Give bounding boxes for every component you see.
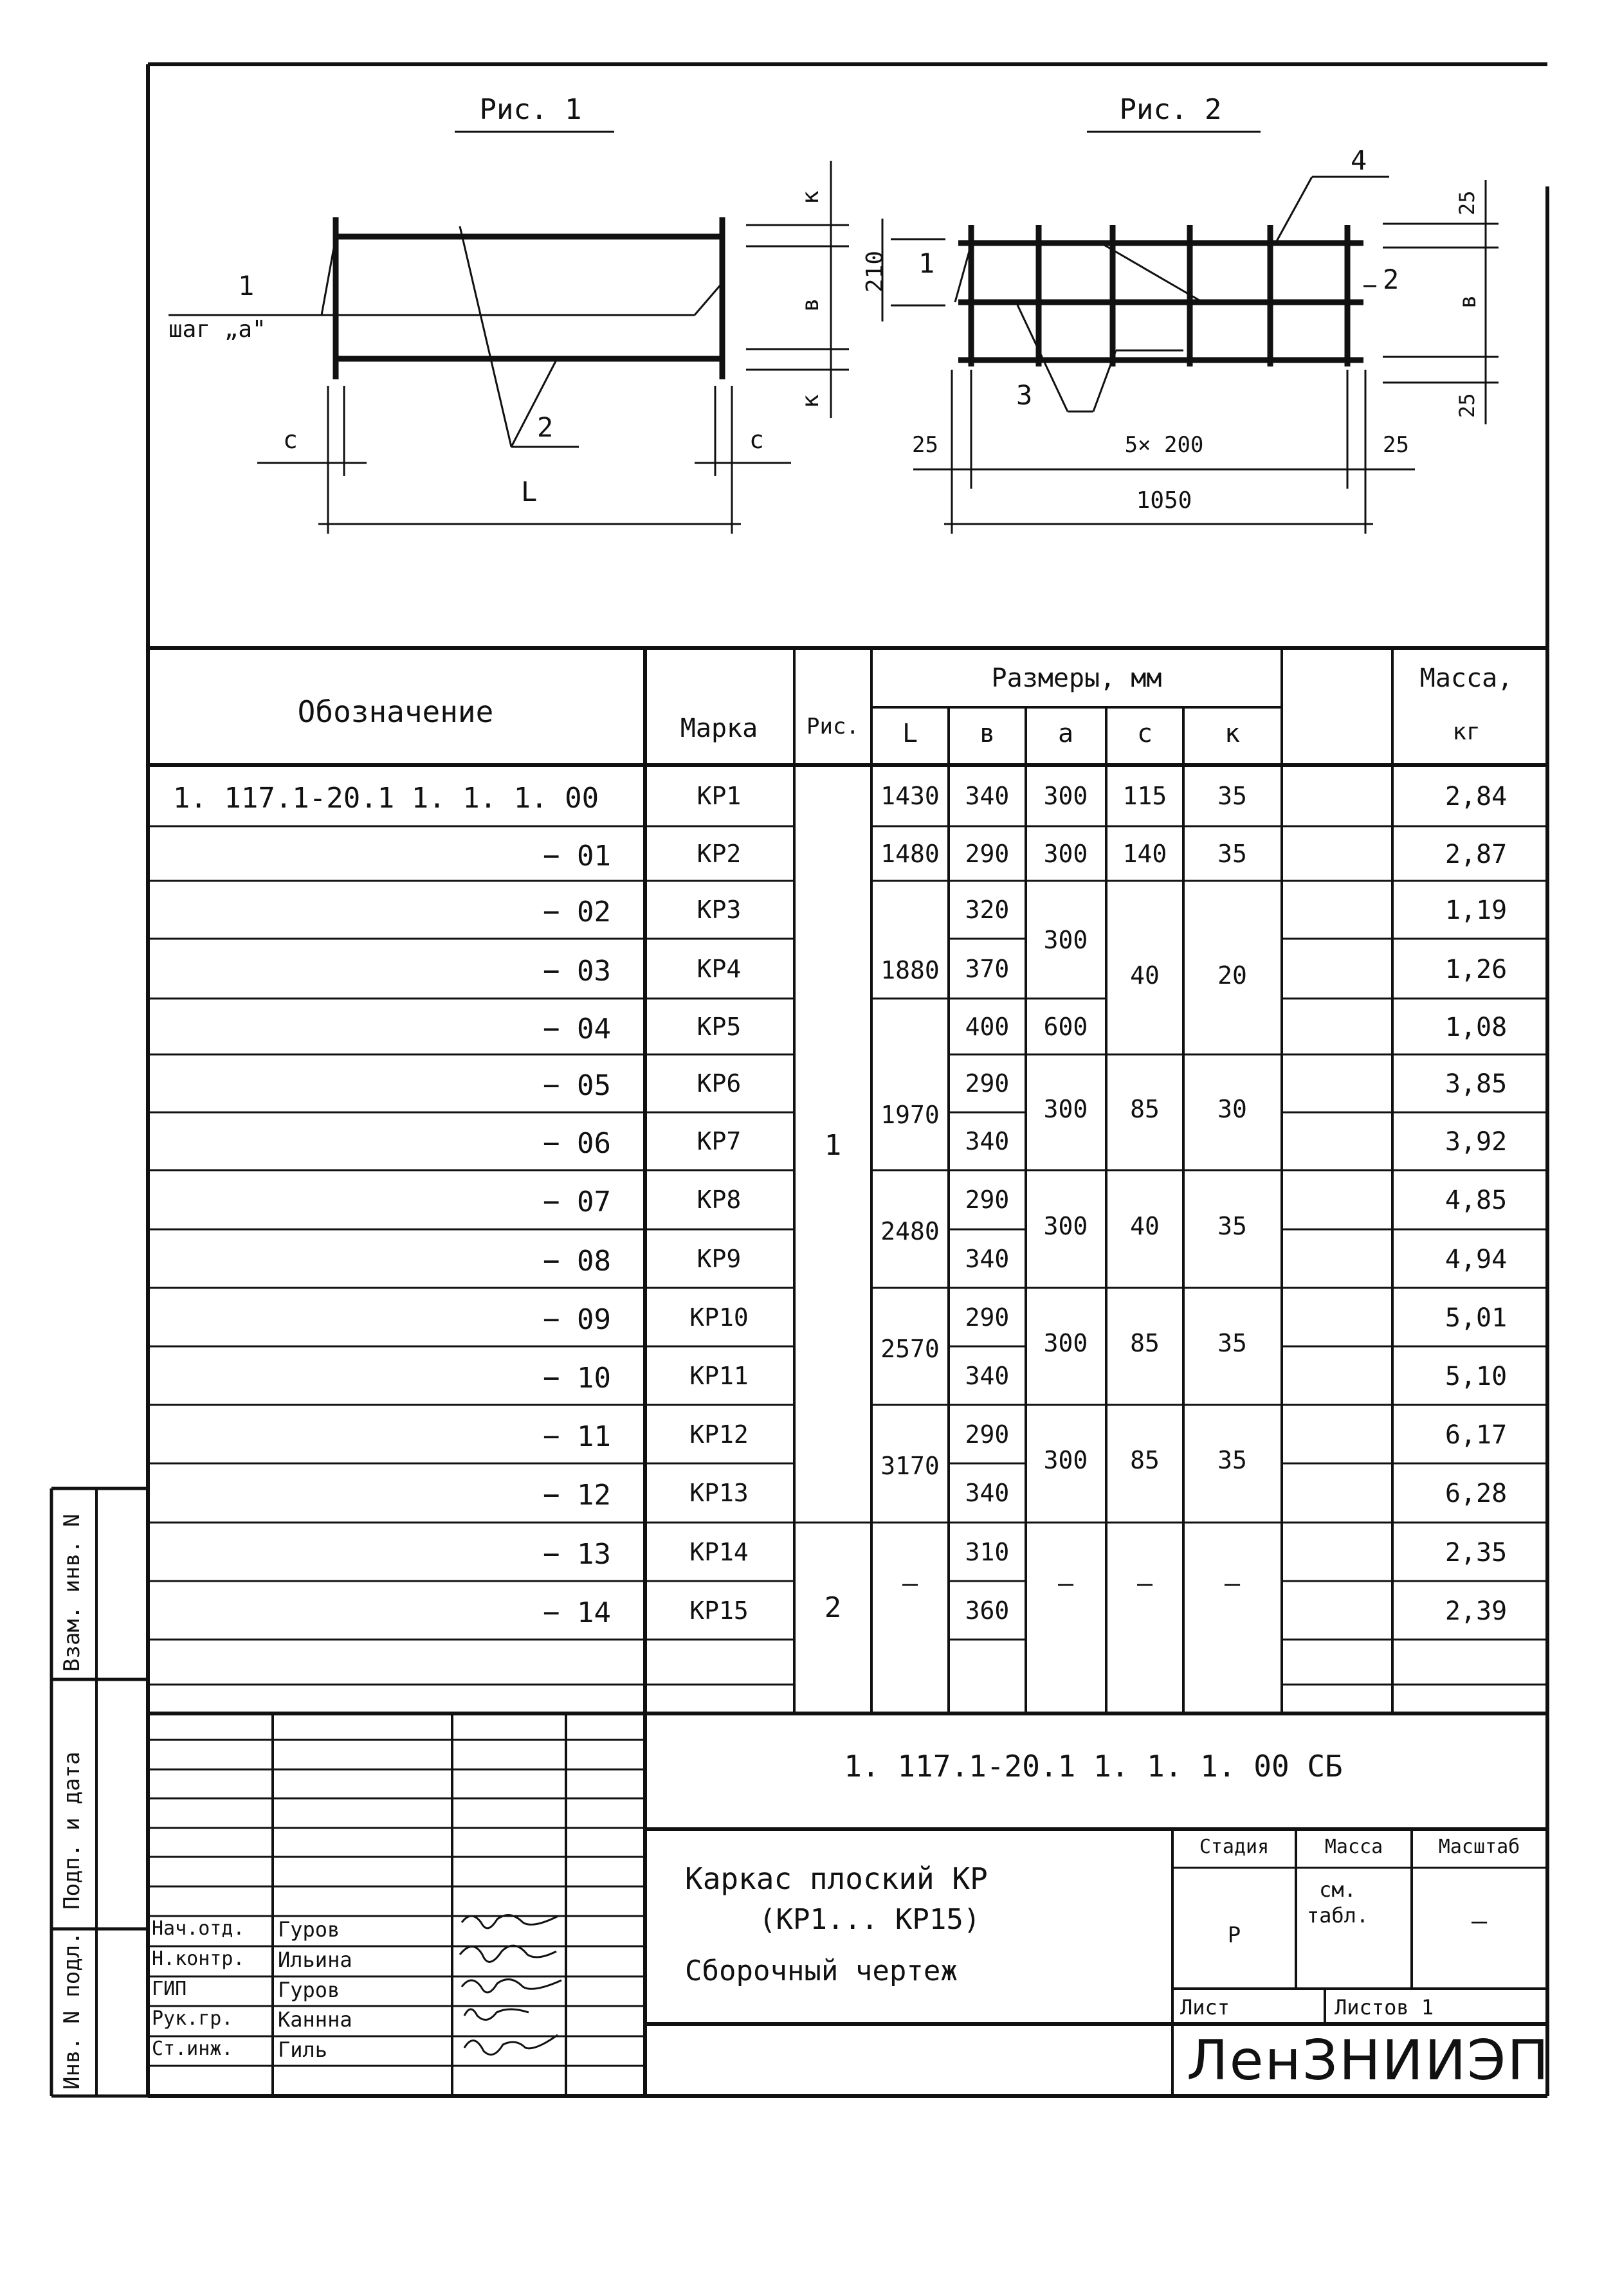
B-cell: 370 [965,954,1010,983]
signature-role: Ст.инж. [152,2038,233,2060]
title-line-1: Каркас плоский КР [685,1861,988,1896]
C-cell: 140 [1122,839,1167,868]
a-cell: 300 [1043,839,1088,868]
header-K: к [1224,719,1241,748]
figure-2-pos-1: 1 [918,248,935,279]
figure-2-pos-4: 4 [1351,145,1367,176]
sheet-label: Лист [1180,1995,1230,2020]
mass-cell: 2,39 [1444,1596,1508,1626]
K-cell-30-g4: 30 [1217,1095,1247,1123]
designation-cell: − 08 [543,1244,611,1278]
figure-2-b: в [1455,294,1481,309]
signature-name: Гуров [278,1978,340,2002]
side-label-vzam: Взам. инв. N [59,1514,85,1672]
mass-cell: 6,17 [1444,1420,1508,1450]
mass-cell: 2,84 [1444,781,1508,811]
title-line-3: Сборочный чертеж [685,1955,958,1987]
figure-1-pos-2: 2 [537,411,554,443]
mark-cell: КР6 [697,1069,742,1098]
organization-logo: ЛенЗНИИЭП [1187,2029,1550,2093]
designation-cell: − 09 [543,1303,611,1336]
mass-cell: 4,85 [1444,1186,1508,1215]
B-cell: 290 [965,1420,1010,1449]
C-cell-40-g5: 40 [1130,1212,1160,1240]
mass-cell: 1,26 [1444,954,1508,984]
K-cell-20-g3: 20 [1217,961,1247,990]
a-cell-dash: — [1057,1569,1074,1598]
designation-cell: − 02 [543,896,611,928]
figure-2-left-25: 25 [912,432,938,458]
mark-cell: КР4 [697,954,742,983]
a-cell: 300 [1043,781,1088,810]
designation-cell: 1. 117.1-20.1 1. 1. 1. 00 [172,781,599,815]
L-cell: 1430 [880,781,940,810]
figure-2-right-25: 25 [1383,432,1409,458]
header-B: в [979,719,996,748]
B-cell: 340 [965,1361,1010,1390]
mark-cell: КР2 [697,839,742,868]
C-cell-85-g4: 85 [1130,1095,1160,1123]
signature-name: Каннна [278,2007,352,2032]
mass-label: Масса [1324,1836,1383,1858]
B-cell: 290 [965,1303,1010,1332]
mass-cell: 5,10 [1444,1361,1508,1391]
mass-cell: 3,85 [1444,1069,1508,1099]
figure-2-pos-2: 2 [1383,264,1399,295]
mass-value-1: см. [1319,1877,1356,1902]
C-cell-85-g6: 85 [1130,1329,1160,1357]
C-cell-40-g3: 40 [1130,961,1160,990]
designation-cell: − 12 [543,1479,611,1512]
a-cell-300-g3: 300 [1043,926,1088,954]
B-cell: 400 [965,1012,1010,1041]
designation-cell: − 01 [543,839,611,872]
signature-name: Гиль [278,2038,328,2062]
side-label-inv-podl: Инв. N подл. [59,1931,85,2090]
mark-cell: КР3 [697,896,742,924]
header-L: L [902,719,918,748]
K-cell-35-g7: 35 [1217,1446,1247,1474]
mass-cell: 2,87 [1444,839,1508,869]
figure-2-height-210: 210 [862,250,888,293]
a-cell-300-g5: 300 [1043,1212,1088,1240]
mass-cell: 1,19 [1444,896,1508,925]
figure-1-step-label: шаг „а" [169,316,266,343]
title-line-2: (КР1... КР15) [759,1903,981,1936]
document-code: 1. 117.1-20.1 1. 1. 1. 00 СБ [844,1749,1343,1784]
mass-value-2: табл. [1306,1903,1369,1928]
B-cell: 340 [965,781,1010,810]
signature-name: Гуров [278,1917,340,1942]
stage-label: Стадия [1199,1836,1270,1858]
header-mass-unit: кг [1452,719,1481,745]
B-cell: 340 [965,1479,1010,1507]
sheets-label: Листов 1 [1335,1995,1434,2020]
a-cell: 600 [1043,1012,1088,1041]
signature-name: Ильина [278,1948,352,1972]
mass-cell: 6,28 [1444,1479,1508,1508]
mark-cell: КР11 [689,1361,749,1390]
L-cell-3170: 3170 [880,1452,940,1480]
designation-cell: − 07 [543,1186,611,1218]
stage-value: Р [1227,1922,1241,1948]
figure-2-total: 1050 [1136,487,1192,514]
K-cell-35-g5: 35 [1217,1212,1247,1240]
mass-cell: 2,35 [1444,1537,1508,1568]
mark-cell: КР9 [697,1244,742,1273]
a-cell-300-g4: 300 [1043,1095,1088,1123]
figure-1-k-top: к [797,190,824,204]
mark-cell: КР10 [689,1303,749,1332]
figure-1-k-bottom: к [797,394,824,408]
L-cell-dash: — [902,1569,918,1598]
a-cell-300-g7: 300 [1043,1446,1088,1474]
header-fig: Рис. [806,714,859,739]
figure-2-spacing: 5× 200 [1124,432,1204,458]
fig-cell-2: 2 [824,1591,842,1624]
signature-role: Рук.гр. [152,2007,233,2030]
figure-2-bottom-25: 25 [1455,393,1479,418]
header-dims: Размеры, мм [991,664,1162,693]
designation-cell: − 14 [543,1596,611,1629]
mark-cell: КР12 [689,1420,749,1449]
designation-cell: − 13 [543,1537,611,1571]
B-cell: 310 [965,1537,1010,1566]
C-cell-dash: — [1136,1569,1153,1598]
L-cell-2570: 2570 [880,1335,940,1363]
signature-role: Нач.отд. [152,1917,245,1940]
designation-cell: − 10 [543,1361,611,1395]
B-cell: 290 [965,1069,1010,1098]
figure-1-b: в [797,298,824,312]
figure-2-title: Рис. 2 [1119,93,1222,126]
figure-1-c-right: с [749,426,764,454]
scale-value: — [1471,1906,1488,1936]
designation-cell: − 04 [543,1012,611,1045]
mark-cell: КР15 [689,1596,749,1625]
designation-cell: − 03 [543,954,611,988]
mass-cell: 3,92 [1444,1127,1508,1157]
side-label-podp-data: Подп. и дата [59,1751,85,1910]
mass-cell: 5,01 [1444,1303,1508,1333]
figure-1-c-left: с [283,426,298,454]
signature-role: Н.контр. [152,1948,245,1970]
figure-2-pos-3: 3 [1016,379,1033,411]
mark-cell: КР1 [697,781,742,810]
designation-cell: − 06 [543,1127,611,1160]
B-cell: 320 [965,896,1010,924]
mass-cell: 4,94 [1444,1244,1508,1274]
B-cell: 360 [965,1596,1010,1625]
mass-cell: 1,08 [1444,1012,1508,1042]
B-cell: 290 [965,839,1010,868]
fig-cell-1: 1 [824,1129,842,1162]
B-cell: 340 [965,1127,1010,1155]
L-cell: 1480 [880,839,940,868]
header-a: а [1057,719,1074,748]
header-mark: Марка [680,714,758,743]
designation-cell: − 05 [543,1069,611,1102]
mark-cell: КР14 [689,1537,749,1566]
mark-cell: КР5 [697,1012,742,1041]
B-cell: 290 [965,1186,1010,1214]
C-cell: 115 [1122,781,1167,810]
L-cell-1970: 1970 [880,1101,940,1129]
header-designation: Обозначение [297,694,494,729]
mark-cell: КР13 [689,1479,749,1507]
mark-cell: КР7 [697,1127,742,1155]
designation-cell: − 11 [543,1420,611,1453]
K-cell: 35 [1217,839,1247,868]
signature-role: ГИП [152,1978,187,2000]
figure-1-L: L [521,476,538,507]
scale-label: Масштаб [1438,1836,1520,1858]
C-cell-85-g7: 85 [1130,1446,1160,1474]
L-cell-2480: 2480 [880,1217,940,1245]
figure-2-top-25: 25 [1455,190,1479,215]
header-C: с [1136,719,1153,748]
B-cell: 340 [965,1244,1010,1273]
header-mass: Масса, [1419,664,1513,693]
figure-1-pos-1: 1 [238,270,255,302]
L-cell-1880: 1880 [880,956,940,984]
K-cell-35-g6: 35 [1217,1329,1247,1357]
mark-cell: КР8 [697,1186,742,1214]
K-cell-dash: — [1224,1569,1241,1598]
a-cell-300-g6: 300 [1043,1329,1088,1357]
figure-1-title: Рис. 1 [479,93,582,126]
K-cell: 35 [1217,781,1247,810]
